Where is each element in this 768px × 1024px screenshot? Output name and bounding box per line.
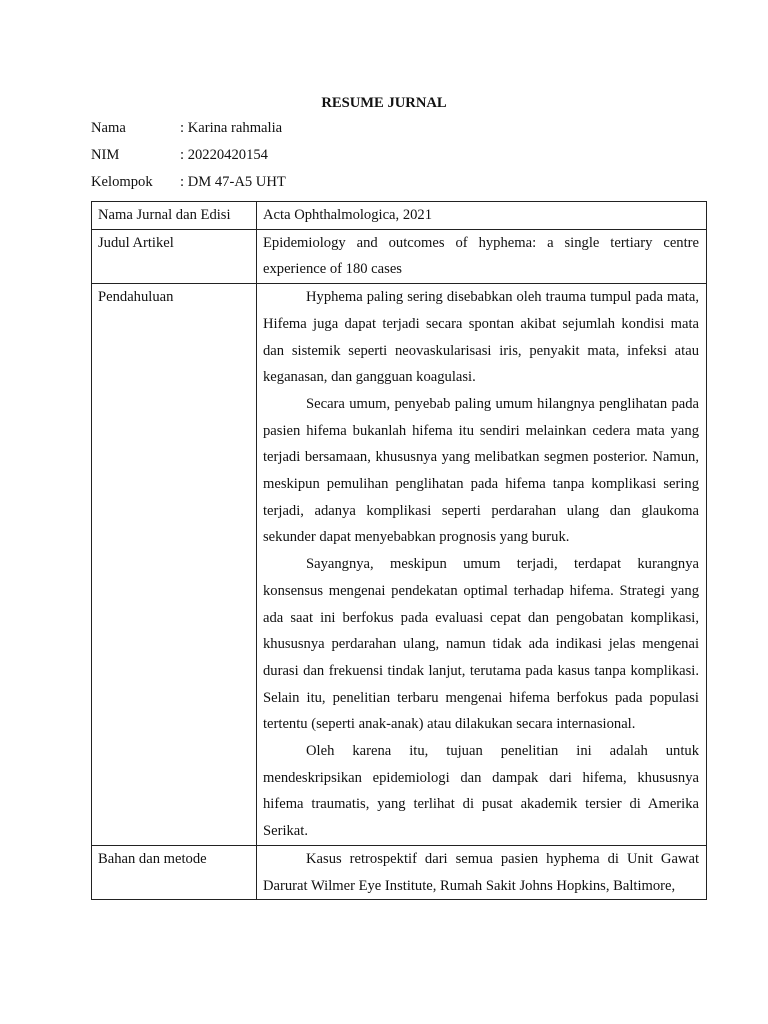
intro-paragraph-3: Sayangnya, meskipun umum terjadi, terdapat kurangnya konsensus mengenai pendekatan optimal terhadap hifema. Strategi yang ada saat ini berfokus pada evaluasi cepat dan pengobatan komplikasi, khususnya perdarahan ulang, namun tidak ada indikasi jelas mengenai durasi dan frekuensi tindak lanjut, terutama pada kasus tanpa komplikasi. Selain itu, penelitian terbaru mengenai hifema berfokus pada populasi tertentu (seperti anak-anak) atau dilakukan secara internasional. — [263, 556, 699, 733]
meta-label-nama: Nama — [91, 120, 126, 136]
meta-value-nim: : 20220420154 — [180, 147, 268, 163]
row-content-article-title: Epidemiology and outcomes of hyphema: a single tertiary centre experience of 180 cases — [257, 229, 707, 283]
journal-summary-table — [91, 201, 707, 900]
row-label-introduction: Pendahuluan — [92, 284, 257, 846]
table-row-introduction — [92, 284, 707, 846]
methods-paragraph-1: Kasus retrospektif dari semua pasien hyphema di Unit Gawat Darurat Wilmer Eye Institute, Rumah Sakit Johns Hopkins, Baltimore, — [263, 850, 699, 894]
intro-paragraph-4: Oleh karena itu, tujuan penelitian ini adalah untuk mendeskripsikan epidemiologi dan dampak dari hifema, khususnya hifema traumatis, yang terlihat di pusat akademik tersier di Amerika Serikat. — [263, 743, 699, 840]
table-row-article-title — [92, 229, 707, 283]
row-label-article-title: Judul Artikel — [92, 229, 257, 283]
row-content-methods — [257, 845, 707, 899]
meta-label-kelompok: Kelompok — [91, 174, 153, 190]
document-title: RESUME JURNAL — [321, 95, 447, 111]
meta-label-nim: NIM — [91, 147, 120, 163]
row-label-journal-name: Nama Jurnal dan Edisi — [92, 202, 257, 230]
row-content-journal-name: Acta Ophthalmologica, 2021 — [257, 202, 707, 230]
row-content-introduction — [257, 284, 707, 846]
meta-value-nama: : Karina rahmalia — [180, 120, 283, 136]
intro-paragraph-1: Hyphema paling sering disebabkan oleh trauma tumpul pada mata, Hifema juga dapat terjadi secara spontan akibat sejumlah kondisi mata dan sistemik seperti neovaskularisasi iris, penyakit mata, infeksi atau keganasan, dan gangguan koagulasi. — [263, 289, 699, 386]
row-label-methods: Bahan dan metode — [92, 845, 257, 899]
table-row-journal-name — [92, 202, 707, 230]
intro-paragraph-2: Secara umum, penyebab paling umum hilangnya penglihatan pada pasien hifema bukanlah hifema itu sendiri melainkan cedera mata yang terjadi bersamaan, khususnya yang melibatkan segmen posterior. Namun, meskipun pemulihan penglihatan pada hifema tanpa komplikasi sering terjadi, adanya komplikasi seperti perdarahan ulang dan glaukoma sekunder dapat menyebabkan prognosis yang buruk. — [263, 395, 699, 546]
meta-value-kelompok: : DM 47-A5 UHT — [180, 174, 286, 190]
table-row-methods — [92, 845, 707, 899]
